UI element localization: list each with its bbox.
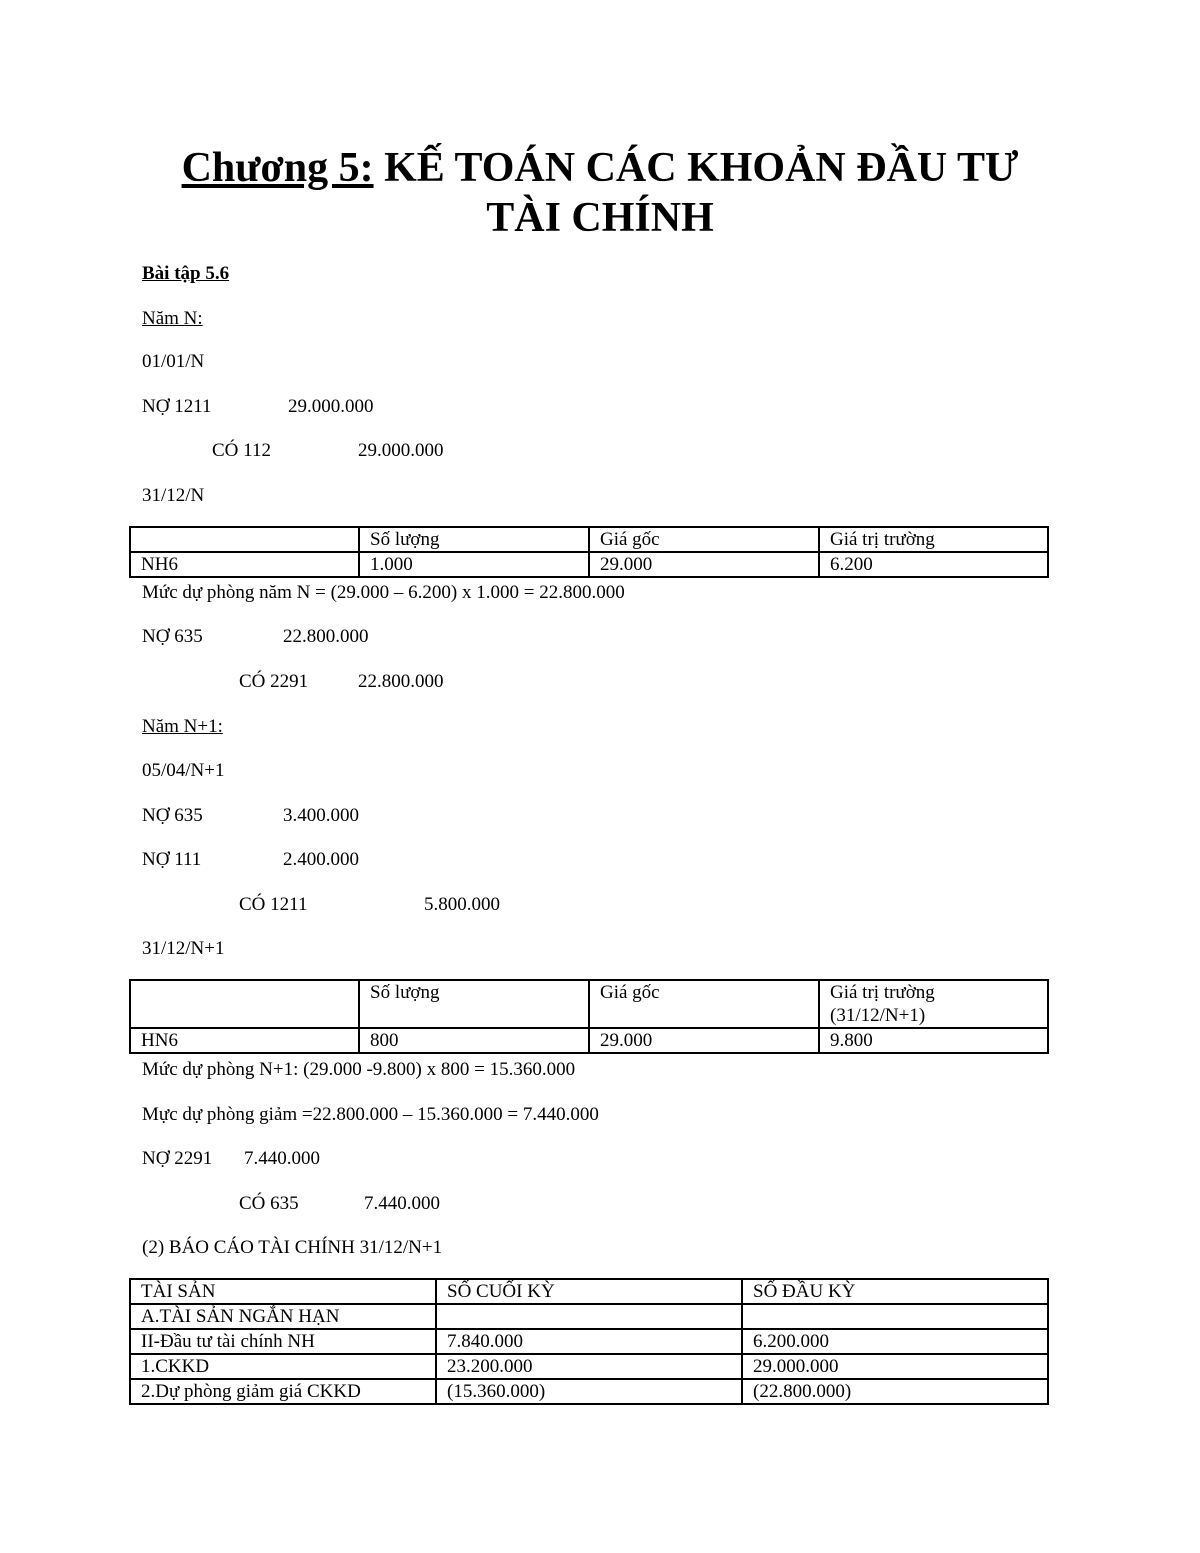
entry-debit-label: NỢ 111	[142, 849, 202, 870]
table-cell: 29.000	[589, 552, 819, 577]
table-header-row	[130, 527, 1048, 552]
entry-debit-amount: 29.000.000	[288, 396, 374, 417]
table-cell: 23.200.000	[436, 1354, 742, 1379]
table-cell	[742, 1304, 1048, 1329]
table-header-cell: TÀI SẢN	[130, 1279, 436, 1304]
date-label: 31/12/N+1	[142, 938, 225, 959]
financial-report-table	[129, 1278, 1049, 1405]
entry-credit-amount: 7.440.000	[364, 1193, 440, 1214]
table-cell: 1.CKKD	[130, 1354, 436, 1379]
stock-table-year-n1	[129, 979, 1049, 1054]
entry-debit-label: NỢ 635	[142, 626, 203, 647]
table-cell: 6.200.000	[742, 1329, 1048, 1354]
date-label: 31/12/N	[142, 485, 205, 506]
table-header-cell: Giá gốc	[589, 980, 819, 1028]
table-cell: II-Đầu tư tài chính NH	[130, 1329, 436, 1354]
table-header-cell	[130, 527, 359, 552]
table-header-cell: SỐ CUỐI KỲ	[436, 1279, 742, 1304]
table-cell: HN6	[130, 1028, 359, 1053]
entry-debit-amount: 2.400.000	[283, 849, 359, 870]
entry-debit-label: NỢ 1211	[142, 396, 212, 417]
table-header-cell: SỐ ĐẦU KỲ	[742, 1279, 1048, 1304]
table-header-row	[130, 1279, 1048, 1304]
title-line-1: KẾ TOÁN CÁC KHOẢN ĐẦU TƯ	[373, 145, 1019, 191]
date-label: 01/01/N	[142, 351, 205, 372]
table-cell: 9.800	[819, 1028, 1048, 1053]
provision-formula: Mức dự phòng N+1: (29.000 -9.800) x 800 = 15.360.000	[142, 1059, 576, 1080]
table-row	[130, 552, 1048, 577]
table-cell: 2.Dự phòng giảm giá CKKD	[130, 1379, 436, 1404]
entry-debit-amount: 22.800.000	[283, 626, 369, 647]
table-cell: 7.840.000	[436, 1329, 742, 1354]
entry-credit-label: CÓ 2291	[239, 671, 309, 692]
table-row	[130, 1354, 1048, 1379]
page-title	[0, 143, 1200, 193]
table-cell: (22.800.000)	[742, 1379, 1048, 1404]
exercise-heading: Bài tập 5.6	[142, 263, 230, 284]
table-cell: 29.000	[589, 1028, 819, 1053]
entry-debit-label: NỢ 635	[142, 805, 203, 826]
table-cell: A.TÀI SẢN NGẮN HẠN	[130, 1304, 436, 1329]
table-header-cell: Số lượng	[359, 980, 589, 1028]
table-cell	[436, 1304, 742, 1329]
table-row	[130, 1028, 1048, 1053]
table-header-cell	[130, 980, 359, 1028]
market-value-date: (31/12/N+1)	[830, 1005, 926, 1026]
table-row	[130, 1379, 1048, 1404]
table-row	[130, 1304, 1048, 1329]
entry-debit-label: NỢ 2291	[142, 1148, 213, 1169]
stock-table-year-n	[129, 526, 1049, 578]
entry-credit-label: CÓ 1211	[239, 894, 308, 915]
entry-debit-amount: 3.400.000	[283, 805, 359, 826]
entry-credit-amount: 5.800.000	[424, 894, 500, 915]
report-heading: (2) BÁO CÁO TÀI CHÍNH 31/12/N+1	[142, 1237, 443, 1258]
market-value-header: Giá trị trường	[830, 982, 935, 1003]
table-header-cell	[819, 980, 1048, 1028]
entry-credit-label: CÓ 635	[239, 1193, 299, 1214]
table-cell: NH6	[130, 552, 359, 577]
year-n1-heading: Năm N+1:	[142, 716, 223, 737]
table-header-cell: Số lượng	[359, 527, 589, 552]
provision-decrease: Mực dự phòng giảm =22.800.000 – 15.360.000 = 7.440.000	[142, 1104, 599, 1125]
entry-debit-amount: 7.440.000	[244, 1148, 320, 1169]
table-cell: 6.200	[819, 552, 1048, 577]
table-cell: (15.360.000)	[436, 1379, 742, 1404]
chapter-label: Chương 5:	[181, 145, 374, 191]
table-cell: 29.000.000	[742, 1354, 1048, 1379]
entry-credit-amount: 29.000.000	[358, 440, 444, 461]
entry-credit-amount: 22.800.000	[358, 671, 444, 692]
table-header-cell: Giá gốc	[589, 527, 819, 552]
table-row	[130, 1329, 1048, 1354]
date-label: 05/04/N+1	[142, 760, 225, 781]
provision-formula: Mức dự phòng năm N = (29.000 – 6.200) x 1.000 = 22.800.000	[142, 582, 625, 603]
year-n-heading: Năm N:	[142, 308, 203, 329]
table-cell: 800	[359, 1028, 589, 1053]
table-cell: 1.000	[359, 552, 589, 577]
table-header-row	[130, 980, 1048, 1028]
table-header-cell: Giá trị trường	[819, 527, 1048, 552]
entry-credit-label: CÓ 112	[212, 440, 271, 461]
title-line-2: TÀI CHÍNH	[486, 195, 714, 241]
